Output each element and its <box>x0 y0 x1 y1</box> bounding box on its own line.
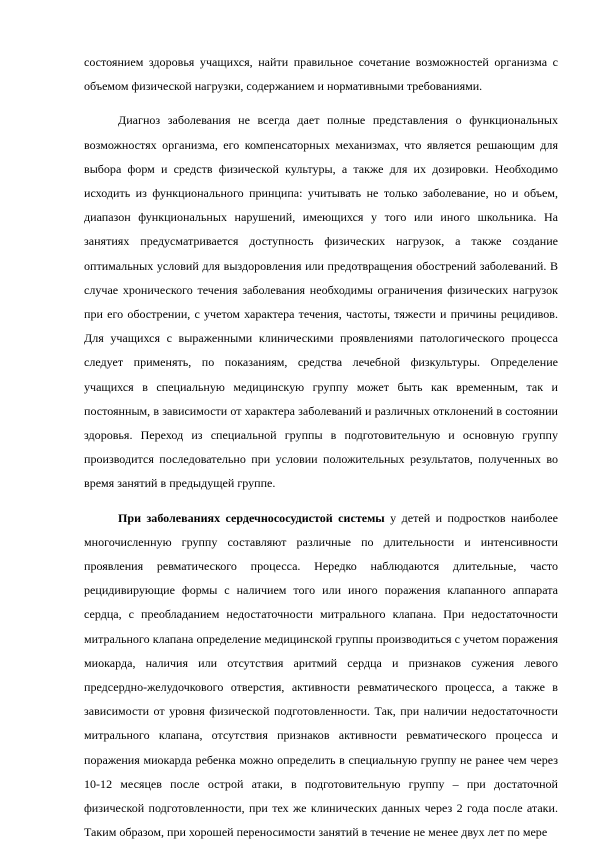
document-page <box>84 50 558 845</box>
paragraph-cardiovascular <box>84 506 558 845</box>
paragraph-body: у детей и подростков наиболее многочисленную группу составляют различные по длительности и интенсивности проявления ревматического процесса. Нередко наблюдаются длительные, часто рецидивирующие формы с наличием того или иного поражения клапанного аппарата сердца, с преобладанием недостаточности митрального клапана. При недостаточности митрального клапана определение медицинской группы производиться с учетом поражения миокарда, наличия или отсутствия аритмий сердца и признаков сужения левого предсердно-желудочкового отверстия, активности ревматического процесса, а также в зависимости от уровня физической подготовленности. Так, при наличии недостаточности митрального клапана, отсутствия признаков активности ревматического процесса и поражения миокарда ребенка можно определить в специальную группу не ранее чем через 10-12 месяцев после острой атаки, в подготовительную группу – при достаточной физической подготовленности, при тех же клинических данных через 2 года после атаки. Таким образом, при хорошей переносимости занятий в течение не менее двух лет по мере <box>84 510 559 840</box>
paragraph-heading-bold: При заболеваниях сердечнососудистой системы <box>118 510 385 525</box>
paragraph-continuation: состоянием здоровья учащихся, найти правильное сочетание возможностей организма с объемом физической нагрузки, содержанием и нормативными требованиями. <box>84 55 558 94</box>
paragraph-diagnosis: Диагноз заболевания не всегда дает полные представления о функциональных возможностях организма, его компенсаторных механизмах, что является решающим для выбора форм и средств физической культуры, а также для их дозировки. Необходимо исходить из функционального принципа: учитывать не только заболевание, но и объем, диапазон функциональных нарушений, имеющихся у того или иного школьника. На занятиях предусматривается доступность физических нагрузок, а также создание оптимальных условий для выздоровления или предотвращения обострений заболеваний. В случае хронического течения заболевания необходимы ограничения физических нагрузок при его обострении, с учетом характера течения, частоты, тяжести и причины рецидивов. Для учащихся с выраженными клиническими проявлениями патологического процесса следует применять, по показаниям, средства лечебной физкультуры. Определение учащихся в специальную медицинскую группу может быть как временным, так и постоянным, в зависимости от характера заболеваний и различных отклонений в состоянии здоровья. Переход из специальной группы в подготовительную и основную группу производится последовательно при условии положительных результатов, полученных во время занятий в предыдущей группе. <box>84 113 558 491</box>
